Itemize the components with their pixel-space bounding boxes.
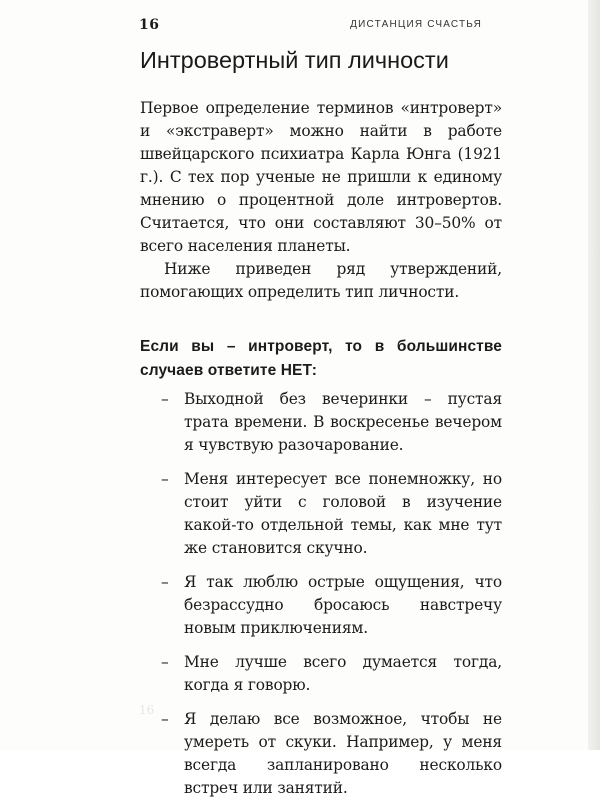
list-item (140, 468, 502, 560)
list-dash: – (161, 710, 169, 728)
list-item (140, 651, 502, 697)
list-item (140, 571, 502, 640)
statement-list (140, 388, 502, 800)
list-item-text: Выходной без вечеринки – пустая трата времени. В воскресенье вечером я чувствую разочарование. (184, 390, 502, 454)
paragraph-intro: Первое определение терминов «интроверт» и «экстраверт» можно найти в работе швейцарского психиатра Карла Юнга (1921 г.). С тех пор ученые не пришли к единому мнению о процентной доле интровертов. Считается, что они составляют 30–50% от всего населения планеты. (140, 99, 502, 255)
list-item-text: Я так люблю острые ощущения, что безрассудно бросаюсь навстречу новым приключениям. (184, 573, 502, 637)
lead-question: Если вы – интроверт, то в большинстве случаев ответите НЕТ: (140, 338, 502, 379)
list-dash: – (161, 470, 169, 488)
page-content (140, 44, 502, 811)
running-head: ДИСТАНЦИЯ СЧАСТЬЯ (350, 19, 482, 30)
page-number: 16 (139, 17, 160, 33)
list-item-text: Мне лучше всего думается тогда, когда я говорю. (184, 653, 502, 694)
list-dash: – (161, 573, 169, 591)
section-title: Интровертный тип личности (140, 47, 449, 73)
list-item (140, 388, 502, 457)
faint-page-number: 16 (139, 703, 155, 717)
list-dash: – (161, 653, 169, 671)
list-item-text: Меня интересует все понемножку, но стоит уйти с головой в изучение какой-то отдельной темы, как мне тут же становится скучно. (184, 470, 502, 557)
paragraph-statements: Ниже приведен ряд утверждений, помогающих определить тип личности. (140, 260, 502, 301)
list-dash: – (161, 390, 169, 408)
list-item-text: Я делаю все возможное, чтобы не умереть от скуки. Например, у меня всегда запланировано несколько встреч или занятий. (184, 710, 502, 797)
page-gutter (588, 0, 600, 750)
list-item (140, 708, 502, 800)
